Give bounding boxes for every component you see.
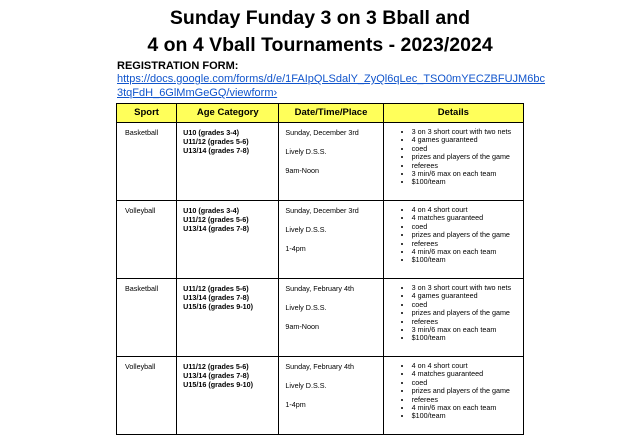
details-item: • $100/team	[412, 334, 523, 342]
age-category-cell	[177, 279, 279, 357]
details-item: • coed	[412, 145, 523, 153]
details-item: • 4 on 4 short court	[412, 362, 523, 370]
age-category-item: U11/12 (grades 5-6)	[183, 215, 249, 224]
details-item: • referees	[412, 396, 523, 404]
event-date: Sunday, December 3rd	[285, 128, 359, 137]
date-time-place-cell	[279, 357, 383, 435]
details-cell	[383, 123, 523, 201]
date-time-place-cell	[279, 279, 383, 357]
table-row	[117, 279, 524, 357]
age-category-cell	[177, 123, 279, 201]
details-item: • 4 matches guaranteed	[412, 214, 523, 222]
age-category-item: U13/14 (grades 7-8)	[183, 371, 250, 380]
age-category-cell	[177, 357, 279, 435]
age-category-item: U11/12 (grades 5-6)	[183, 362, 249, 371]
page-title-line-2: 4 on 4 Vball Tournaments - 2023/2024	[147, 34, 493, 56]
registration-label: REGISTRATION FORM:	[117, 60, 239, 72]
details-item: • 4 on 4 short court	[412, 206, 523, 214]
age-category-item: U10 (grades 3-4)	[183, 206, 240, 215]
details-item: • referees	[412, 318, 523, 326]
details-item: • coed	[412, 301, 523, 309]
event-date: Sunday, December 3rd	[285, 206, 359, 215]
sport-cell: Volleyball	[117, 201, 177, 279]
details-item: • 4 matches guaranteed	[412, 370, 523, 378]
event-place: Lively D.S.S.	[285, 225, 327, 234]
details-item: • 4 games guaranteed	[412, 292, 523, 300]
age-category-item: U15/16 (grades 9-10)	[183, 380, 254, 389]
details-item: • 3 on 3 short court with two nets	[412, 284, 523, 292]
event-time: 9am-Noon	[285, 166, 319, 175]
table-row	[117, 123, 524, 201]
sport-cell: Basketball	[117, 123, 177, 201]
details-list	[384, 279, 523, 343]
details-item: • referees	[412, 240, 523, 248]
event-place: Lively D.S.S.	[285, 381, 327, 390]
age-category-item: U10 (grades 3-4)	[183, 128, 240, 137]
details-cell	[383, 279, 523, 357]
tournament-table	[116, 103, 524, 435]
details-item: • $100/team	[412, 412, 523, 420]
header-details: Details	[383, 104, 523, 123]
details-cell	[383, 201, 523, 279]
details-list	[384, 201, 523, 265]
header-age-category: Age Category	[177, 104, 279, 123]
details-item: • 4 min/6 max on each team	[412, 248, 523, 256]
age-category-item: U11/12 (grades 5-6)	[183, 284, 249, 293]
details-list	[384, 123, 523, 187]
details-item: • 4 min/6 max on each team	[412, 404, 523, 412]
page-title-line-1: Sunday Funday 3 on 3 Bball and	[169, 7, 471, 29]
registration-link-line-2[interactable]: 3tqFdH_6GlMmGeGQ/viewform›	[117, 87, 278, 99]
age-category-item: U13/14 (grades 7-8)	[183, 146, 250, 155]
details-cell	[383, 357, 523, 435]
table-header-row	[117, 104, 524, 123]
age-category-item: U11/12 (grades 5-6)	[183, 137, 249, 146]
age-category-cell	[177, 201, 279, 279]
details-item: • $100/team	[412, 256, 523, 264]
details-item: • coed	[412, 379, 523, 387]
details-item: • prizes and players of the game	[412, 153, 523, 161]
details-item: • 3 min/6 max on each team	[412, 326, 523, 334]
event-date: Sunday, February 4th	[285, 362, 354, 371]
registration-link[interactable]	[117, 72, 545, 100]
event-time: 9am-Noon	[285, 322, 319, 331]
event-place: Lively D.S.S.	[285, 303, 327, 312]
details-item: • prizes and players of the game	[412, 231, 523, 239]
details-list	[384, 357, 523, 421]
details-item: • 3 on 3 short court with two nets	[412, 128, 523, 136]
details-item: • prizes and players of the game	[412, 387, 523, 395]
details-item: • referees	[412, 162, 523, 170]
age-category-item: U15/16 (grades 9-10)	[183, 302, 254, 311]
details-item: • prizes and players of the game	[412, 309, 523, 317]
header-sport: Sport	[117, 104, 177, 123]
date-time-place-cell	[279, 201, 383, 279]
age-category-item: U13/14 (grades 7-8)	[183, 224, 250, 233]
details-item: • 3 min/6 max on each team	[412, 170, 523, 178]
event-date: Sunday, February 4th	[285, 284, 354, 293]
sport-cell: Basketball	[117, 279, 177, 357]
event-place: Lively D.S.S.	[285, 147, 327, 156]
registration-link-line-1[interactable]: https://docs.google.com/forms/d/e/1FAIpQLSdalY_ZyQl6qLec_TSO0mYECZBFUJM6bc	[117, 73, 545, 85]
table-row	[117, 357, 524, 435]
sport-cell: Volleyball	[117, 357, 177, 435]
details-item: • coed	[412, 223, 523, 231]
details-item: • $100/team	[412, 178, 523, 186]
table-row	[117, 201, 524, 279]
header-date-time-place: Date/Time/Place	[279, 104, 383, 123]
date-time-place-cell	[279, 123, 383, 201]
event-time: 1-4pm	[285, 400, 306, 409]
age-category-item: U13/14 (grades 7-8)	[183, 293, 250, 302]
details-item: • 4 games guaranteed	[412, 136, 523, 144]
event-time: 1-4pm	[285, 244, 306, 253]
